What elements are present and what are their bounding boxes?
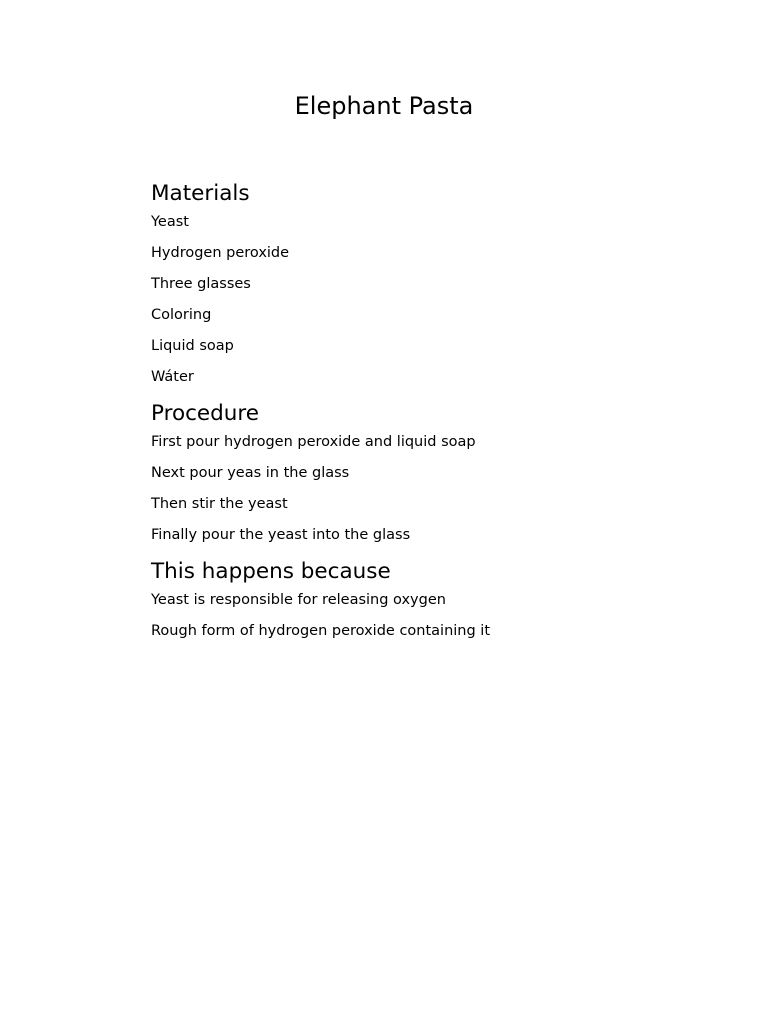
list-item: Liquid soap bbox=[151, 338, 234, 354]
document-body bbox=[151, 179, 711, 653]
list-item: Next pour yeas in the glass bbox=[151, 465, 350, 481]
materials-list bbox=[151, 213, 711, 387]
section-materials bbox=[151, 179, 711, 387]
procedure-list bbox=[151, 433, 711, 545]
section-heading: This happens because bbox=[151, 559, 391, 584]
section-heading: Materials bbox=[151, 181, 250, 206]
document-title: Elephant Pasta bbox=[294, 92, 474, 120]
list-item: Yeast is responsible for releasing oxygen bbox=[151, 592, 446, 608]
list-item: First pour hydrogen peroxide and liquid soap bbox=[151, 434, 476, 450]
section-procedure bbox=[151, 399, 711, 545]
list-item: Finally pour the yeast into the glass bbox=[151, 527, 411, 543]
explanation-list bbox=[151, 591, 711, 641]
section-heading: Procedure bbox=[151, 401, 260, 426]
list-item: Yeast bbox=[151, 214, 189, 230]
list-item: Hydrogen peroxide bbox=[151, 245, 290, 261]
list-item: Rough form of hydrogen peroxide containing it bbox=[151, 623, 491, 639]
list-item: Three glasses bbox=[151, 276, 251, 292]
list-item: Coloring bbox=[151, 307, 212, 323]
section-explanation bbox=[151, 557, 711, 641]
list-item: Then stir the yeast bbox=[151, 496, 288, 512]
list-item: Wáter bbox=[151, 369, 194, 385]
